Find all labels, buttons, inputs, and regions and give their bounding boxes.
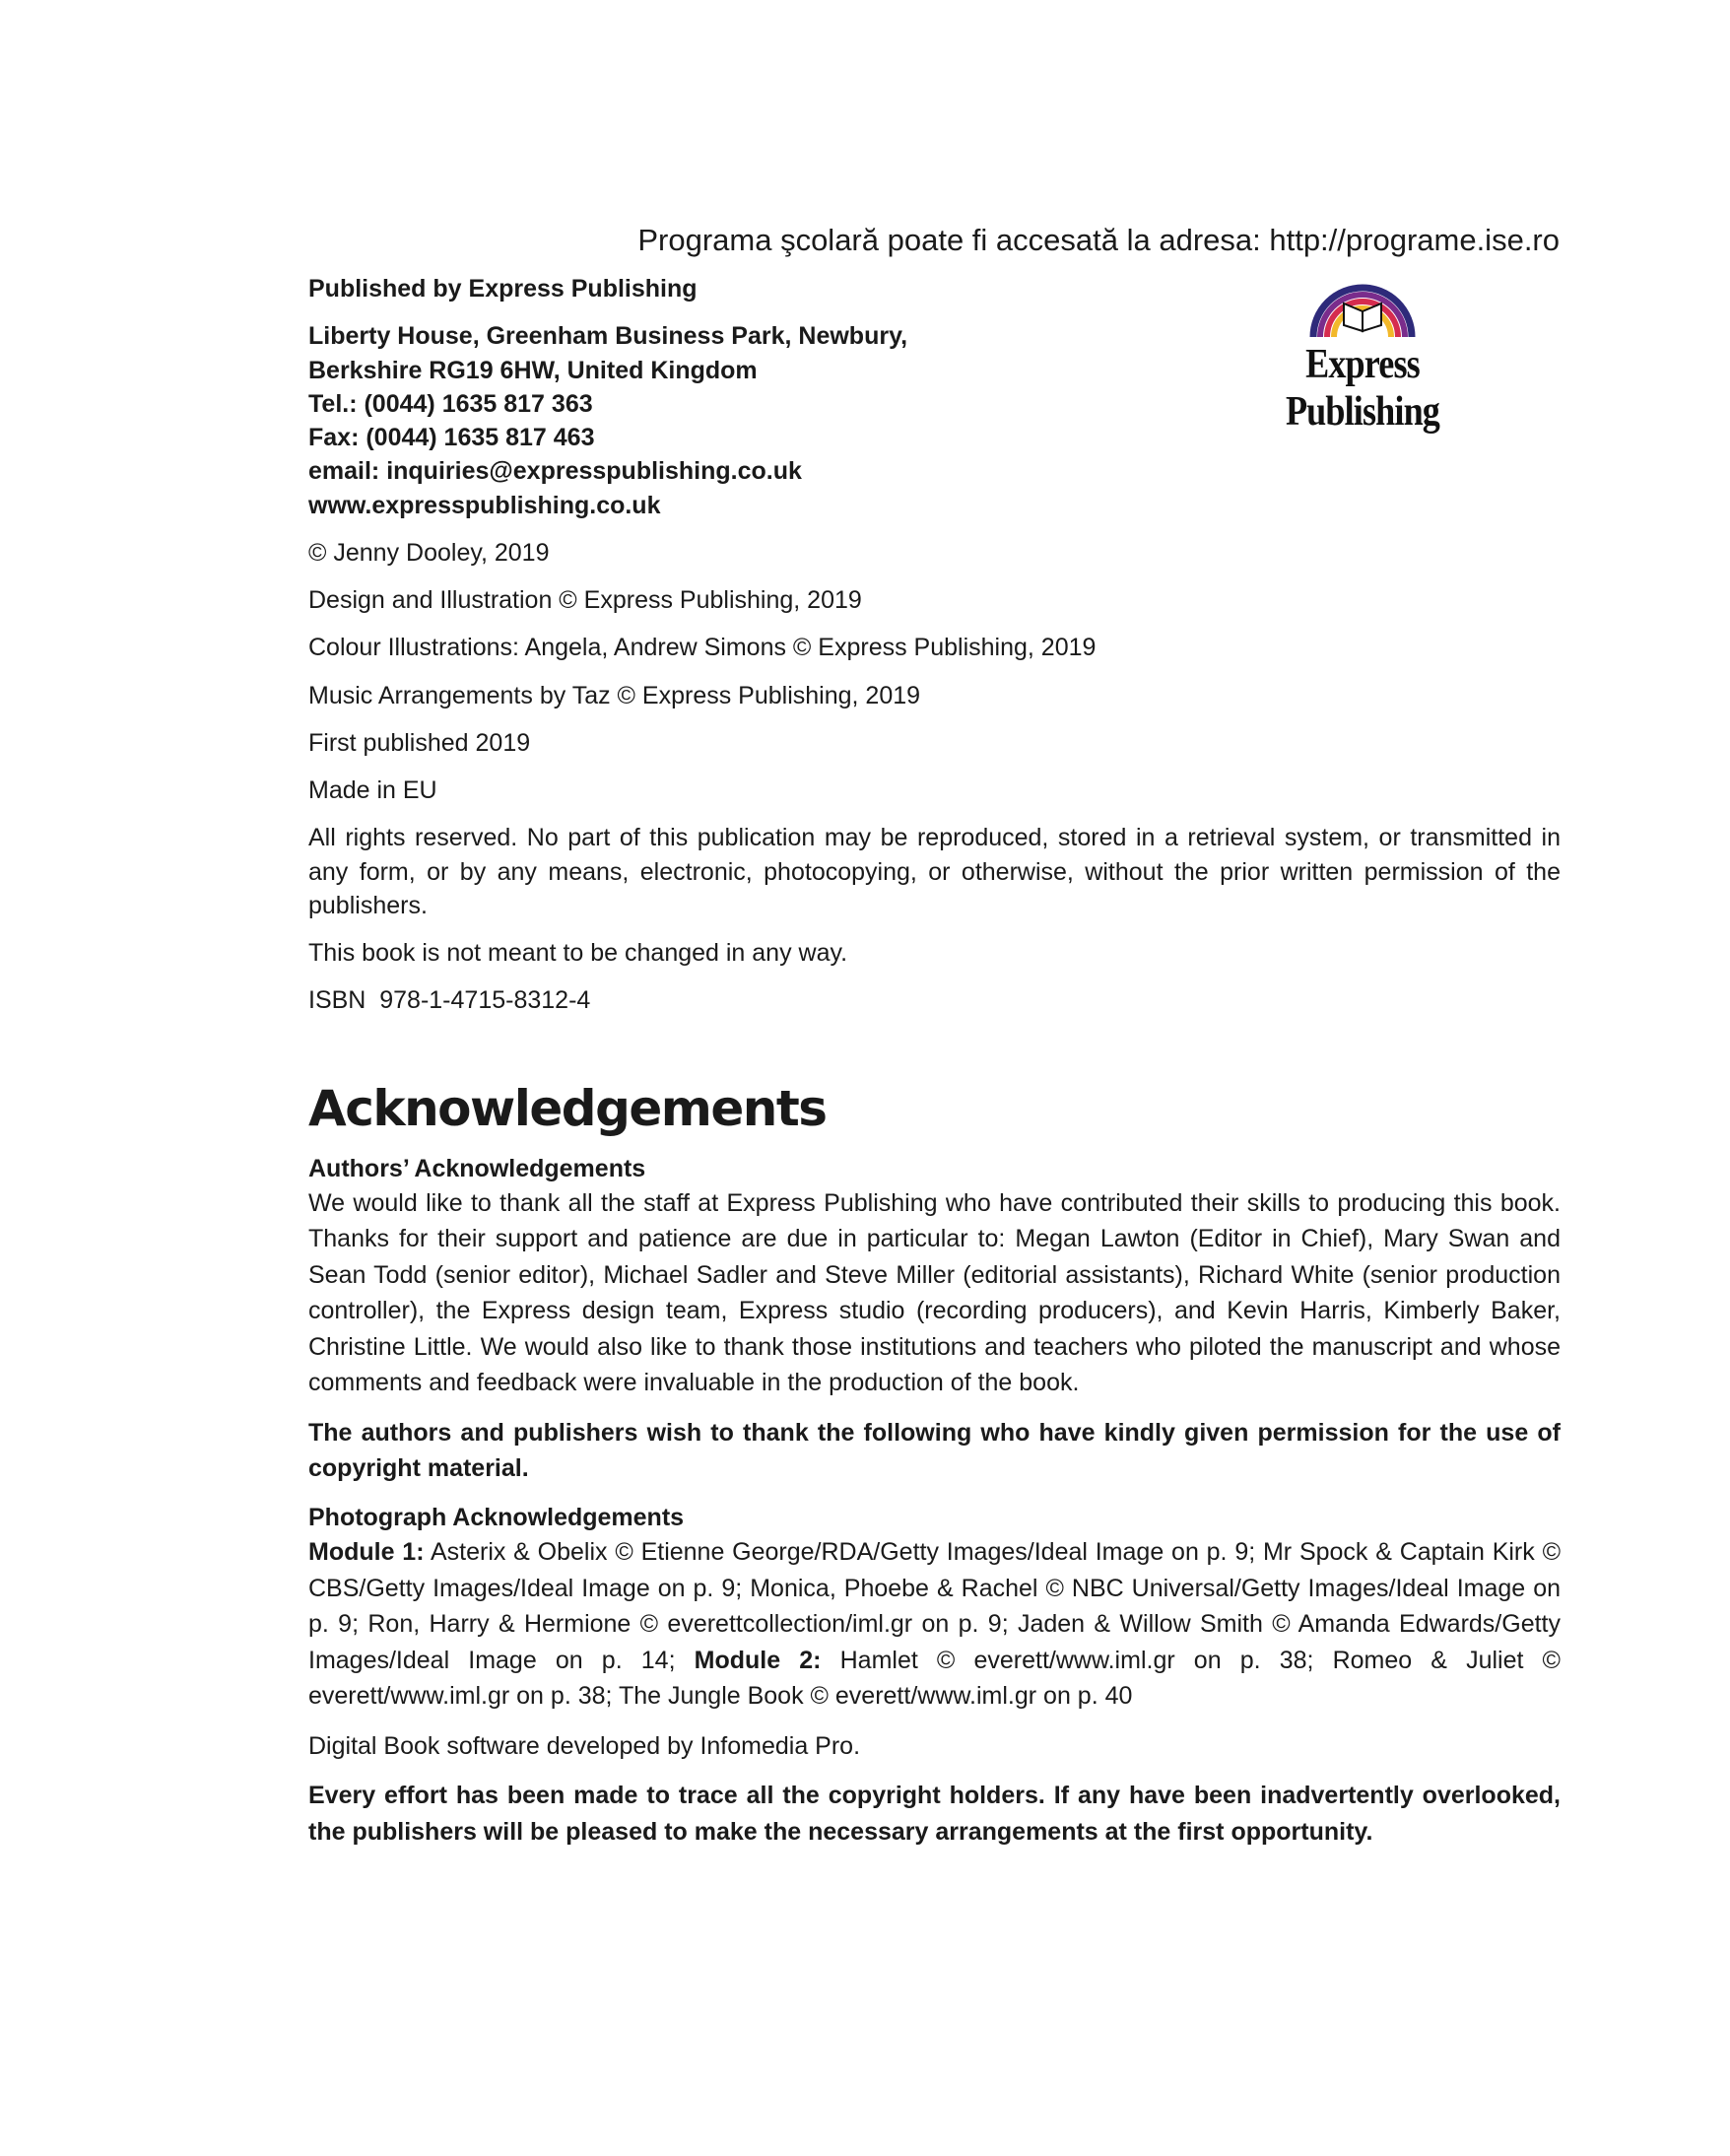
rights-statement: All rights reserved. No part of this publication may be reproduced, stored in a retrieval system, or transmitted in any form, or by any means, electronic, photocopying, or otherwise, without the prior written permission of the publishers. — [308, 824, 1561, 919]
isbn: ISBN 978-1-4715-8312-4 — [308, 986, 591, 1015]
permission-statement: The authors and publishers wish to thank the following who have kindly given permission for the use of copyright material. — [308, 1418, 1561, 1483]
publisher-heading: Published by Express Publishing — [308, 275, 698, 303]
authors-ack-heading: Authors’ Acknowledgements — [308, 1154, 646, 1182]
copyright-design: Design and Illustration © Express Publishing, 2019 — [308, 586, 862, 614]
imprint-content — [308, 272, 1561, 1863]
module2-label: Module 2: — [694, 1646, 822, 1674]
no-change-statement: This book is not meant to be changed in any way. — [308, 939, 848, 967]
copyright-author: © Jenny Dooley, 2019 — [308, 538, 550, 567]
photo-ack-text — [308, 1534, 1561, 1715]
copyright-music: Music Arrangements by Taz © Express Publishing, 2019 — [308, 681, 921, 709]
module1-label: Module 1: — [308, 1538, 425, 1566]
acknowledgements-title: Acknowledgements — [308, 1079, 827, 1137]
photo-ack-heading: Photograph Acknowledgements — [308, 1503, 685, 1531]
website-line: www.expresspublishing.co.uk — [308, 491, 661, 519]
module2-credits: Hamlet © everett/www.iml.gr on p. 38; Romeo & Juliet © everett/www.iml.gr on p. 38; The Jungle Book © everett/www.iml.gr on p. 40 — [308, 1646, 1561, 1710]
email-line: email: inquiries@expresspublishing.co.uk — [308, 457, 802, 486]
fax-line: Fax: (0044) 1635 817 463 — [308, 424, 595, 451]
publisher-address — [308, 319, 1018, 522]
curriculum-note: Programa şcolară poate fi accesată la adresa: http://programe.ise.ro — [637, 223, 1560, 257]
first-published: First published 2019 — [308, 728, 531, 757]
copyright-illustrations: Colour Illustrations: Angela, Andrew Simons © Express Publishing, 2019 — [308, 634, 1097, 662]
made-in: Made in EU — [308, 776, 437, 804]
address-line: Berkshire RG19 6HW, United Kingdom — [308, 356, 758, 384]
authors-ack-text: We would like to thank all the staff at Express Publishing who have contributed their skills to producing this book. Thanks for their support and patience are due in particular to: Megan Lawton (Editor in Chief), Mary Swan and Sean Todd (senior editor), Michael Sadler and Steve Miller (editorial assistants), Richard White (senior production controller), the Express design team, Express studio (recording producers), and Kevin Harris, Kimberly Baker, Christine Little. We would also like to thank those institutions and teachers who piloted the manuscript and whose comments and feedback were invaluable in the production of the book. — [308, 1188, 1561, 1397]
address-line: Liberty House, Greenham Business Park, Newbury, — [308, 322, 908, 351]
digital-book-credit: Digital Book software developed by Infomedia Pro. — [308, 1731, 861, 1760]
module1-credits: Asterix & Obelix © Etienne George/RDA/Getty Images/Ideal Image on p. 9; Mr Spock & Captain Kirk © CBS/Getty Images/Ideal Image on p. 9; Monica, Phoebe & Rachel © NBC Universal/Getty Images/Ideal Image on p. 9; Ron, Harry & Hermione © everettcollection/iml.gr on p. 9; Jaden & Willow Smith © Amanda Edwards/Getty Images/Ideal Image on p. 14; — [308, 1538, 1561, 1674]
closing-statement: Every effort has been made to trace all the copyright holders. If any have been inadvertently overlooked, the publishers will be pleased to make the necessary arrangements at the first opportunity. — [308, 1782, 1561, 1846]
phone-line: Tel.: (0044) 1635 817 363 — [308, 389, 593, 418]
logo-wordmark: Express Publishing — [1285, 342, 1440, 435]
